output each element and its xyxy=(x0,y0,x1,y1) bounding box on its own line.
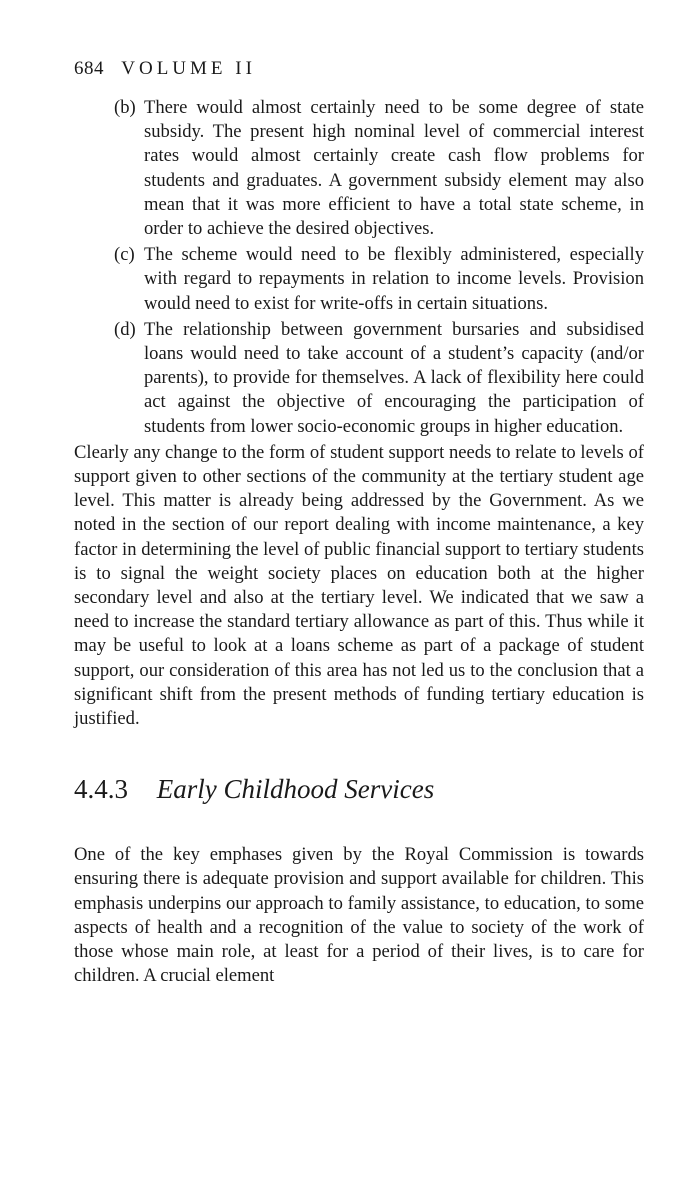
page-number: 684 xyxy=(74,58,104,79)
list-item-b xyxy=(74,96,644,241)
list-marker: (c) xyxy=(114,244,135,266)
list-item-text: There would almost certainly need to be some degree of state subsidy. The present high nominal level of commercial interest rates would almost certainly create cash flow problems for students and graduates. A government subsidy element may also mean that it was more efficient to have a total state scheme, in order to achieve the desired objectives. xyxy=(144,97,644,240)
recommendation-list xyxy=(74,96,644,439)
list-item-d xyxy=(74,318,644,439)
section-number: 4.4.3 xyxy=(74,774,128,805)
list-marker: (d) xyxy=(114,318,136,340)
document-page xyxy=(74,56,644,989)
volume-label: VOLUME II xyxy=(121,58,256,79)
running-header xyxy=(74,56,644,82)
list-item-text: The relationship between government bursaries and subsidised loans would need to take account of a student’s capacity (and/or parents), to provide for themselves. A lack of flexibility here could act against the objective of encouraging the participation of students from lower socio-economic groups in higher education. xyxy=(144,318,644,437)
section-paragraph: One of the key emphases given by the Royal Commission is towards ensuring there is adequate provision and support available for children. This emphasis underpins our approach to family assistance, to education, to some aspects of health and a recognition of the value to society of the work of those whose main role, at least for a period of their lives, is to care for children. A crucial element xyxy=(74,844,644,987)
list-item-text: The scheme would need to be flexibly administered, especially with regard to repayments in relation to income levels. Provision would need to exist for write-offs in certain situations. xyxy=(144,244,644,314)
list-marker: (b) xyxy=(114,97,136,118)
section-heading xyxy=(74,772,644,806)
section-title: Early Childhood Services xyxy=(156,774,435,805)
body-paragraph: Clearly any change to the form of student support needs to relate to levels of support given to other sections of the community at the tertiary student age level. This matter is already being addressed by the Government. As we noted in the section of our report dealing with income maintenance, a key factor in determining the level of public financial support to tertiary students is to signal the weight society places on education both at the higher secondary level and also at the tertiary level. We indicated that we saw a need to increase the standard tertiary allowance as part of this. Thus while it may be useful to look at a loans scheme as part of a package of student support, our consideration of this area has not led us to the conclusion that a significant shift from the present methods of funding tertiary education is justified. xyxy=(74,441,644,730)
list-item-c xyxy=(74,243,644,316)
